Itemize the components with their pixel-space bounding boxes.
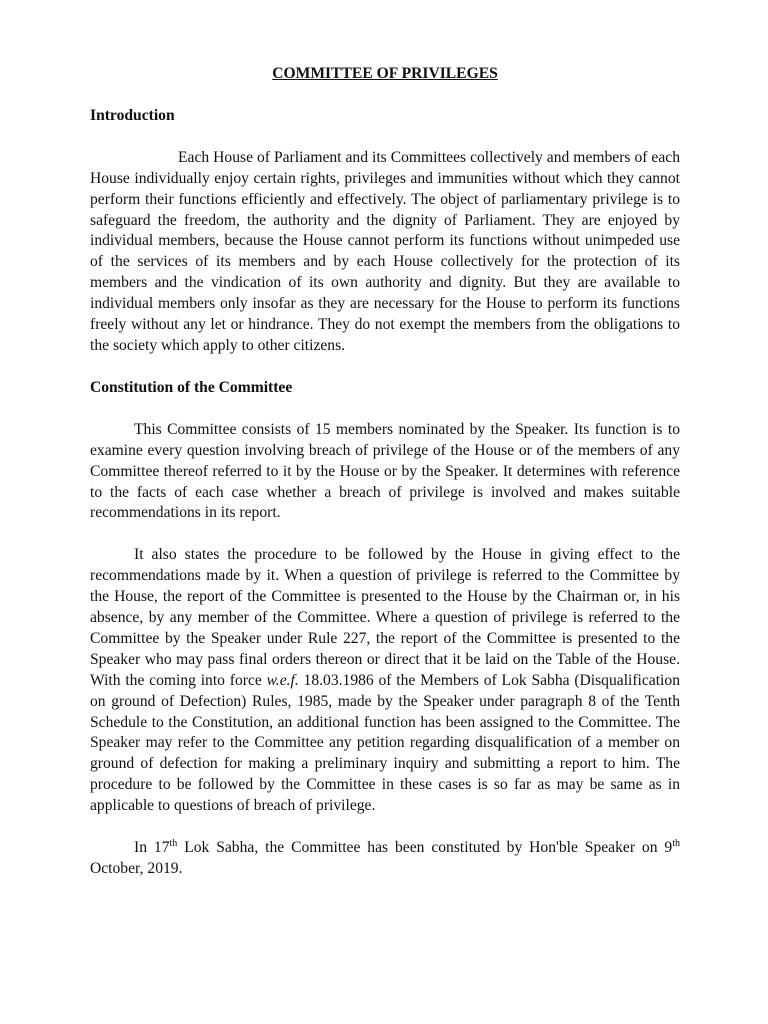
document-page bbox=[90, 64, 680, 880]
ordinal-suffix-2: th bbox=[672, 837, 681, 849]
constitution-paragraph-2 bbox=[90, 545, 680, 817]
paragraph-3-suffix: October, 2019. bbox=[90, 860, 183, 877]
introduction-heading: Introduction bbox=[90, 106, 175, 124]
paragraph-3-middle: Lok Sabha, the Committee has been constituted by Hon'ble Speaker on 9 bbox=[177, 839, 673, 857]
paragraph-3-prefix: In 17 bbox=[134, 839, 170, 857]
constitution-paragraph-1: This Committee consists of 15 members nominated by the Speaker. Its function is to examine every question involving breach of privilege of the House or of the members of any Committee thereof referred to it by the House or by the Speaker. It determines with reference to the facts of each case whether a breach of privilege is involved and makes suitable recommendations in its report. bbox=[90, 420, 680, 522]
ordinal-suffix-1: th bbox=[169, 837, 178, 849]
wef-abbreviation: w.e.f. bbox=[266, 671, 299, 689]
paragraph-2-text-a: It also states the procedure to be followed by the House in giving effect to the recommendations made by it. When a question of privilege is referred to the Committee by the House, the report of the Committee is presented to the House by the Chairman or, in his absence, by any member of the Committee. Where a question of privilege is referred to the Committee by the Speaker under Rule 227, the report of the Committee is presented to the Speaker who may pass final orders thereon or direct that it be laid on the Table of the House. With the coming into force bbox=[90, 546, 680, 689]
introduction-paragraph: Each House of Parliament and its Committees collectively and members of each House individually enjoy certain rights, privileges and immunities without which they cannot perform their functions efficiently and effectively. The object of parliamentary privilege is to safeguard the freedom, the authority and the dignity of Parliament. They are enjoyed by individual members, because the House cannot perform its functions without unimpeded use of the services of its members and by each House collectively for the protection of its members and the vindication of its own authority and dignity. But they are available to individual members only insofar as they are necessary for the House to perform its functions freely without any let or hindrance. They do not exempt the members from the obligations to the society which apply to other citizens. bbox=[90, 148, 680, 354]
paragraph-2-text-b: 18.03.1986 of the Members of Lok Sabha (Disqualification on ground of Defection) Rules, 1985, made by the Speaker under paragraph 8 of the Tenth Schedule to the Constitution, an additional function has been assigned to the Committee. The Speaker may refer to the Committee any petition regarding disqualification of a member on ground of defection for making a preliminary inquiry and submitting a report to him. The procedure to be followed by the Committee in these cases is so far as may be same as in applicable to questions of breach of privilege. bbox=[90, 671, 680, 815]
document-title: COMMITTEE OF PRIVILEGES bbox=[272, 65, 498, 82]
constitution-heading: Constitution of the Committee bbox=[90, 378, 293, 396]
constitution-paragraph-3 bbox=[90, 838, 680, 880]
